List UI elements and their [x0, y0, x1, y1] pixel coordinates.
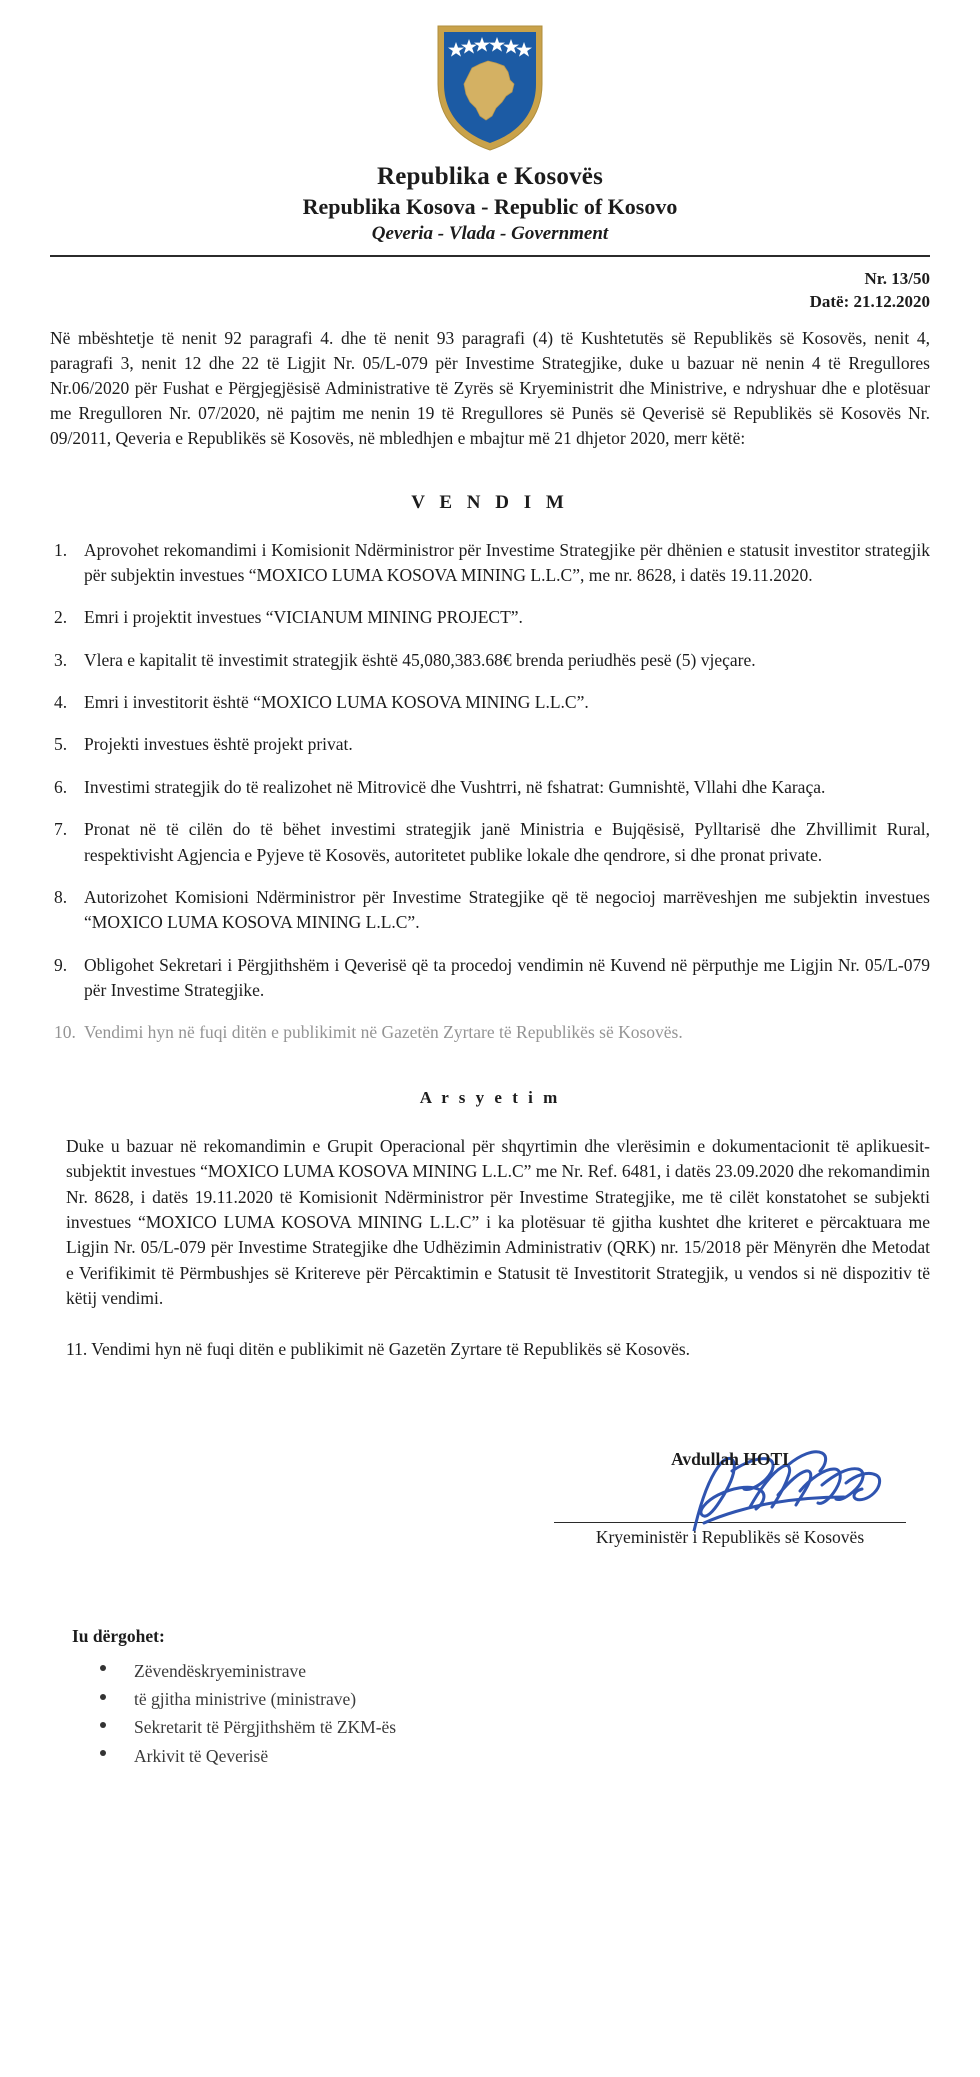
item-text: Pronat në të cilën do të bëhet investimi strategjik janë Ministria e Bujqësisë, Pylltarisë dhe Zhvillimit Rural, respektivisht Agjencia e Pyjeve të Kosovës, autoritetet publike lokale dhe qendrore, si dhe pronat private. — [84, 819, 930, 865]
item-11-text: 11. Vendimi hyn në fuqi ditën e publikimit në Gazetën Zyrtare të Republikës së Kosovës. — [66, 1339, 691, 1360]
item-text: Emri i investitorit është “MOXICO LUMA KOSOVA MINING L.L.C”. — [84, 692, 589, 713]
bullet-icon — [100, 1750, 106, 1756]
reasoning-paragraph: Duke u bazuar në rekomandimin e Grupit Operacional për shqyrtimin dhe vlerësimin e dokumentacionit të aplikuesit-subjektit investues “MOXICO LUMA KOSOVA MINING L.L.C” me Nr. Ref. 6481, i datës 23.09.2020 dhe rekomandimin Nr. 8628, i datës 19.11.2020 të Komisionit Ndërministror për Investime Strategjike, me të cilët konstatohet se subjekti investues “MOXICO LUMA KOSOVA MINING L.L.C” i ka plotësuar të gjitha kushtet dhe kriteret e përcaktuara me Ligjin Nr. 05/L-079 për Investime Strategjike dhe Udhëzimin Administrativ (QRK) nr. 15/2018 për Mënyrën dhe Metodat e Verifikimit të Përmbushjes së Kritereve për Përcaktimin e Statusit të Investitorit Strategjik, u vendos si në dispozitiv të këtij vendimi. — [66, 1135, 930, 1309]
item-number: 3. — [54, 649, 68, 670]
document-date: Datë: 21.12.2020 — [809, 292, 930, 312]
signature-line — [554, 1522, 906, 1523]
distribution-item-label: Arkivit të Qeverisë — [134, 1745, 269, 1766]
item-number: 7. — [54, 819, 68, 840]
government-subtitle: Qeveria - Vlada - Government — [371, 222, 609, 244]
list-item — [50, 538, 930, 589]
document-meta — [50, 267, 930, 314]
item-text: Obligohet Sekretari i Përgjithshëm i Qeverisë që ta procedoj vendimin në Kuvend në përputhje me Ligjin Nr. 05/L-079 për Investime Strategjike. — [84, 954, 930, 1001]
bullet-icon — [100, 1722, 106, 1728]
list-item — [50, 775, 930, 800]
emblem-container — [50, 0, 930, 154]
signature-block — [50, 1449, 930, 1548]
list-item — [100, 1685, 930, 1713]
republic-title-serbian-english: Republika Kosova - Republic of Kosovo — [302, 193, 678, 219]
list-item — [50, 605, 930, 630]
document-number: Nr. 13/50 — [864, 268, 930, 288]
preamble-paragraph: Në mbështetje të nenit 92 paragrafi 4. dhe të nenit 93 paragrafi (4) të Kushtetutës së Republikës së Kosovës, nenit 4, paragrafi 3, nenit 12 dhe 22 të Ligjit Nr. 05/L-079 për Investime Strategjike, duke u bazuar në nenin 4 të Rregullores Nr.06/2020 për Fushat e Përgjegjësisë Administrative të Zyrës së Kryeministrit dhe Ministrive, e ndryshuar dhe e plotësuar me Rregulloren Nr. 07/2020, në pajtim me nenin 19 të Rregullores së Punës së Qeverisë së Republikës së Kosovës Nr. 09/2011, Qeveria e Republikës së Kosovës, në mbledhjen e mbajtur më 21 dhjetor 2020, merr këtë: — [50, 327, 930, 449]
distribution-item-label: Sekretarit të Përgjithshëm të ZKM-ës — [134, 1717, 397, 1738]
signatory-name: Avdullah HOTI — [671, 1448, 789, 1469]
item-text: Aprovohet rekomandimi i Komisionit Ndërministror për Investime Strategjike për dhënien e statusit investitor strategjik për subjektin investues “MOXICO LUMA KOSOVA MINING L.L.C”, me nr. 8628, i datës 19.11.2020. — [84, 539, 930, 585]
list-item — [50, 885, 930, 936]
item-number: 2. — [54, 607, 68, 628]
list-item — [50, 648, 930, 673]
item-text: Projekti investues është projekt privat. — [84, 734, 353, 755]
kosovo-coat-of-arms-icon — [434, 22, 546, 154]
distribution-item-label: të gjitha ministrive (ministrave) — [134, 1689, 357, 1710]
item-text: Autorizohet Komisioni Ndërministror për Investime Strategjike që të negocioj marrëveshjen me subjektin investues “MOXICO LUMA KOSOVA MINING L.L.C”. — [84, 886, 930, 933]
item-number: 9. — [54, 954, 68, 975]
list-item — [100, 1742, 930, 1770]
distribution-list — [72, 1657, 930, 1770]
item-number: 6. — [54, 776, 68, 797]
list-item — [50, 953, 930, 1004]
list-item — [50, 817, 930, 868]
item-text: Emri i projektit investues “VICIANUM MINING PROJECT”. — [84, 607, 523, 628]
list-item — [100, 1713, 930, 1741]
list-item — [100, 1657, 930, 1685]
list-item — [50, 1020, 930, 1045]
item-number: 5. — [54, 734, 68, 755]
list-item — [50, 690, 930, 715]
header-divider — [50, 255, 930, 257]
vendim-heading: V E N D I M — [411, 491, 569, 513]
item-number: 10. — [54, 1022, 76, 1043]
item-text: Vendimi hyn në fuqi ditën e publikimit në Gazetën Zyrtare të Republikës së Kosovës. — [84, 1022, 683, 1043]
list-item — [50, 732, 930, 757]
distribution-title: Iu dërgohet: — [72, 1625, 165, 1646]
item-number: 4. — [54, 692, 68, 713]
distribution-section — [72, 1626, 930, 1770]
distribution-item-label: Zëvendëskryeministrave — [134, 1660, 307, 1681]
header-titles — [50, 162, 930, 246]
bullet-icon — [100, 1694, 106, 1700]
republic-title-albanian: Republika e Kosovës — [376, 163, 604, 190]
signatory-role: Kryeministër i Republikës së Kosovës — [595, 1526, 865, 1547]
item-number: 1. — [54, 539, 68, 560]
decisions-list — [50, 538, 930, 1046]
bullet-icon — [100, 1665, 106, 1671]
item-text: Investimi strategjik do të realizohet në Mitrovicë dhe Vushtrri, në fshatrat: Gumnishtë, Vllahi dhe Karaça. — [84, 776, 826, 797]
item-number: 8. — [54, 886, 68, 907]
item-text: Vlera e kapitalit të investimit strategjik është 45,080,383.68€ brenda periudhës pesë (5) vjeçare. — [84, 649, 756, 670]
arsyetim-heading: A r s y e t i m — [419, 1087, 561, 1107]
